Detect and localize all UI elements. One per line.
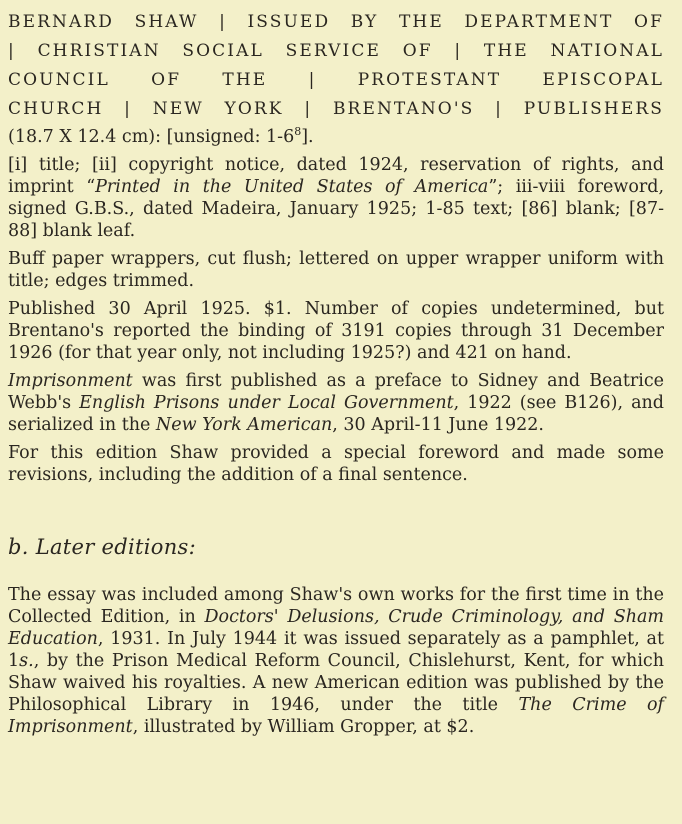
notes-title-italic: Imprisonment	[8, 371, 133, 391]
notes-text-2: , 1922 (see B126), and serialized in the	[8, 393, 664, 435]
title-transcription	[8, 8, 664, 124]
later-title-italic: The Crime of Imprisonment	[8, 695, 665, 737]
bibliography-page	[8, 8, 664, 744]
notes-book-italic: English Prisons under Local Government	[79, 393, 454, 413]
notes-newspaper-italic: New York American	[155, 415, 333, 435]
notes-text: was first published as a preface to Sidney and Beatrice Webb's	[8, 371, 664, 413]
later-editions-paragraph	[8, 584, 664, 738]
contents-text: [i] title; [ii] copyright notice, dated 1924, reservation of rights, and imprint “	[8, 155, 664, 197]
collation-text: (18.7 X 12.4 cm): [unsigned: 1-6	[8, 127, 295, 147]
imprint-italic: Printed in the United States of America	[95, 177, 489, 197]
later-text-4: , illustrated by William Gropper, at $2.	[132, 717, 475, 737]
publication-paragraph: Published 30 April 1925. $1. Number of copies undetermined, but Brentano's reported the binding of 3191 copies through 31 December 1926 (for that year only, not including 1925?) and 421 on hand.	[8, 299, 664, 363]
binding-paragraph: Buff paper wrappers, cut flush; lettered on upper wrapper uniform with title; edges trimmed.	[8, 249, 664, 291]
notes-paragraph	[8, 370, 664, 436]
later-text: The essay was included among Shaw's own works for the first time in the Collected Edition, in	[8, 585, 664, 627]
title-line: | CHRISTIAN SOCIAL SERVICE OF | THE NATIONAL	[8, 41, 664, 61]
collation	[8, 126, 664, 148]
foreword-note-paragraph: For this edition Shaw provided a special foreword and made some revisions, including the addition of a final sentence.	[8, 443, 664, 485]
collation-superscript: 8	[294, 125, 302, 139]
later-shilling-italic: s.	[19, 651, 34, 671]
section-heading: b. Later editions:	[8, 535, 197, 559]
collation-end: ].	[301, 127, 314, 147]
later-text-2: , 1931. In July 1944 it was issued separately as a pamphlet, at 1	[8, 629, 664, 671]
notes-text-3: , 30 April-11 June 1922.	[332, 415, 544, 435]
later-text-3: , by the Prison Medical Reform Council, Chislehurst, Kent, for which Shaw waived his royalties. A new American edition was published by the Philosophical Library in 1946, under the title	[8, 651, 664, 715]
contents-paragraph	[8, 154, 664, 242]
contents-text-end: ”; iii-viii foreword, signed G.B.S., dated Madeira, January 1925; 1-85 text; [86] blank; [87-88] blank leaf.	[8, 177, 665, 241]
title-line: CHURCH | NEW YORK | BRENTANO'S | PUBLISHERS	[8, 99, 664, 119]
later-book-italic: Doctors' Delusions, Crude Criminology, and Sham Education	[8, 607, 664, 649]
title-line: COUNCIL OF THE | PROTESTANT EPISCOPAL	[8, 70, 664, 90]
title-line: BERNARD SHAW | ISSUED BY THE DEPARTMENT OF	[8, 12, 664, 32]
